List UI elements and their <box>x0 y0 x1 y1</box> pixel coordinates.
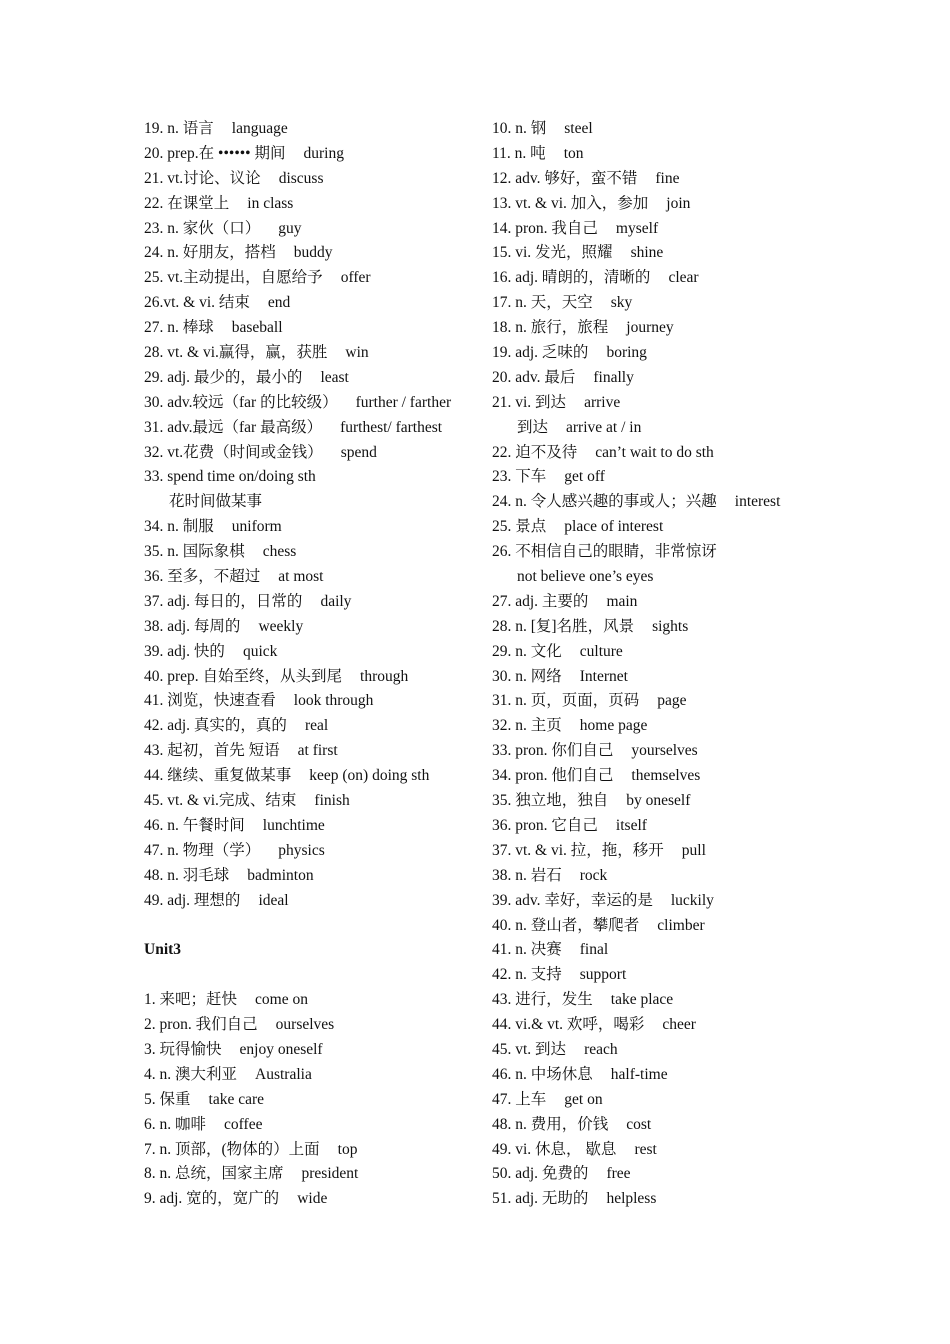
vocab-entry <box>144 1162 479 1187</box>
vocab-term: 1. 来吧；赶快 <box>144 991 238 1009</box>
vocab-term: 44. 继续、重复做某事 <box>144 767 292 785</box>
vocab-entry <box>492 490 822 515</box>
vocab-entry <box>144 316 479 341</box>
vocab-entry <box>492 665 822 690</box>
vocab-entry <box>492 864 822 889</box>
vocab-term: 41. n. 决赛 <box>492 941 562 959</box>
vocab-entry <box>492 963 822 988</box>
vocab-term: 35. n. 国际象棋 <box>144 543 245 561</box>
vocab-entry <box>144 565 479 590</box>
vocab-english: final <box>579 941 609 959</box>
vocab-english: guy <box>278 219 302 237</box>
vocab-term: 21. vt.讨论、议论 <box>144 169 261 187</box>
vocab-english: quick <box>242 642 278 660</box>
vocab-entry <box>144 889 479 914</box>
vocab-english: lunchtime <box>262 816 325 834</box>
vocab-entry <box>144 1063 479 1088</box>
vocab-term: 31. n. 页，页面，页码 <box>492 692 640 710</box>
vocab-english: sights <box>652 617 689 635</box>
vocab-english: uniform <box>231 518 282 536</box>
vocab-english: cost <box>626 1115 652 1133</box>
vocab-term: 31. adv.最远（far 最高级） <box>144 418 323 436</box>
vocab-term: 45. vt. 到达 <box>492 1040 567 1058</box>
vocab-entry <box>144 416 479 441</box>
vocab-term: 5. 保重 <box>144 1090 191 1108</box>
vocab-term: 25. vt.主动提出，自愿给予 <box>144 269 323 287</box>
vocab-term: 30. adv.较远（far 的比较级） <box>144 393 338 411</box>
vocab-term: 30. n. 网络 <box>492 667 562 685</box>
vocab-english: offer <box>340 269 371 287</box>
vocab-entry <box>144 814 479 839</box>
vocab-entry <box>492 540 822 565</box>
vocab-english: main <box>606 592 638 610</box>
vocab-english: least <box>320 368 349 386</box>
vocab-entry <box>144 1013 479 1038</box>
vocab-term: 4. n. 澳大利亚 <box>144 1065 238 1083</box>
vocab-entry <box>492 1063 822 1088</box>
vocab-term: 25. 景点 <box>492 518 547 536</box>
vocab-term: 花时间做某事 <box>169 493 263 511</box>
vocab-english: sky <box>610 294 633 312</box>
vocab-entry <box>492 291 822 316</box>
vocab-english: join <box>666 194 691 212</box>
vocab-english: myself <box>615 219 659 237</box>
vocab-entry <box>492 241 822 266</box>
vocab-english: can’t wait to do sth <box>595 443 714 461</box>
vocab-term: 41. 浏览，快速查看 <box>144 692 276 710</box>
vocab-term: 38. n. 岩石 <box>492 866 562 884</box>
vocab-term: 29. adj. 最少的，最小的 <box>144 368 303 386</box>
vocab-entry <box>492 988 822 1013</box>
vocab-english: come on <box>255 991 308 1009</box>
vocab-english: themselves <box>631 767 701 785</box>
vocab-entry <box>492 590 822 615</box>
vocab-english: ideal <box>258 891 289 909</box>
vocab-entry <box>492 391 822 416</box>
vocab-term: 37. adj. 每日的，日常的 <box>144 592 303 610</box>
vocab-term: 39. adv. 幸好，幸运的是 <box>492 891 653 909</box>
vocab-entry <box>492 565 822 590</box>
vocab-entry <box>144 988 479 1013</box>
vocab-entry <box>144 167 479 192</box>
vocab-term: 20. prep.在 •••••• 期间 <box>144 144 286 162</box>
vocab-term: 26.vt. & vi. 结束 <box>144 294 250 312</box>
vocab-term: 32. n. 主页 <box>492 717 562 735</box>
vocab-entry <box>144 665 479 690</box>
vocab-entry <box>492 266 822 291</box>
vocab-term: 18. n. 旅行，旅程 <box>492 319 609 337</box>
left-column <box>144 117 479 1212</box>
vocab-term: 43. 进行，发生 <box>492 991 593 1009</box>
vocab-term: 42. adj. 真实的，真的 <box>144 717 287 735</box>
vocab-english: ourselves <box>275 1016 335 1034</box>
vocab-term: 3. 玩得愉快 <box>144 1040 222 1058</box>
vocab-entry <box>492 465 822 490</box>
vocab-term: 15. vi. 发光，照耀 <box>492 244 613 262</box>
vocab-english: real <box>304 717 329 735</box>
vocab-entry <box>144 366 479 391</box>
vocab-entry <box>492 640 822 665</box>
vocab-term: 24. n. 令人感兴趣的事或人；兴趣 <box>492 493 717 511</box>
vocab-english: rest <box>634 1140 657 1158</box>
vocab-term: 37. vt. & vi. 拉，拖，移开 <box>492 841 664 859</box>
vocab-english: support <box>579 966 627 984</box>
vocab-term: 2. pron. 我们自己 <box>144 1016 258 1034</box>
vocab-term: 14. pron. 我自己 <box>492 219 598 237</box>
vocab-entry <box>492 192 822 217</box>
vocab-entry <box>492 515 822 540</box>
vocab-term: 48. n. 羽毛球 <box>144 866 230 884</box>
vocab-entry <box>144 490 479 515</box>
vocab-term: 19. n. 语言 <box>144 120 214 137</box>
vocab-entry <box>492 1088 822 1113</box>
vocab-term: 17. n. 天，天空 <box>492 294 593 312</box>
vocab-term: 33. pron. 你们自己 <box>492 742 614 760</box>
vocab-entry <box>144 1113 479 1138</box>
vocab-entry <box>144 839 479 864</box>
vocab-entry <box>144 192 479 217</box>
vocab-english: get off <box>564 468 605 486</box>
vocab-term: 43. 起初，首先 短语 <box>144 742 280 760</box>
vocab-english: by oneself <box>626 792 691 810</box>
vocab-term: 36. pron. 它自己 <box>492 816 598 834</box>
vocab-entry <box>492 366 822 391</box>
vocab-english: buddy <box>293 244 333 262</box>
vocab-term: 49. vi. 休息， 歇息 <box>492 1140 617 1158</box>
vocab-entry <box>144 764 479 789</box>
vocab-english: rock <box>579 866 608 884</box>
vocab-term: 49. adj. 理想的 <box>144 891 241 909</box>
vocab-entry <box>144 1038 479 1063</box>
vocab-term: 23. n. 家伙（口） <box>144 219 261 237</box>
vocab-english: wide <box>297 1190 328 1208</box>
vocab-entry <box>144 266 479 291</box>
vocab-term: 34. n. 制服 <box>144 518 214 536</box>
vocab-entry <box>492 938 822 963</box>
vocab-entry <box>144 117 479 142</box>
vocab-entry <box>492 217 822 242</box>
vocab-term: 13. vt. & vi. 加入，参加 <box>492 194 649 212</box>
vocab-term: 8. n. 总统，国家主席 <box>144 1165 284 1183</box>
vocab-entry <box>144 1187 479 1212</box>
vocab-term: 19. adj. 乏味的 <box>492 344 589 362</box>
vocab-english: place of interest <box>564 518 664 536</box>
blank-line <box>144 914 479 939</box>
vocab-english: discuss <box>278 169 324 187</box>
vocab-entry <box>492 839 822 864</box>
vocab-term: 36. 至多，不超过 <box>144 568 261 586</box>
blank-line <box>144 963 479 988</box>
vocab-term: 48. n. 费用，价钱 <box>492 1115 609 1133</box>
vocab-entry <box>144 441 479 466</box>
vocab-english: cheer <box>662 1016 696 1034</box>
vocab-entry <box>144 739 479 764</box>
vocab-english: furthest/ farthest <box>340 418 443 436</box>
vocab-entry <box>492 142 822 167</box>
vocab-entry <box>144 714 479 739</box>
vocab-term: 32. vt.花费（时间或金钱） <box>144 443 323 461</box>
vocab-english: president <box>301 1165 359 1183</box>
vocab-entry <box>144 540 479 565</box>
vocab-english: daily <box>320 592 352 610</box>
vocab-english: arrive at / in <box>566 418 642 436</box>
vocab-term: 34. pron. 他们自己 <box>492 767 614 785</box>
vocab-english: language <box>231 120 288 137</box>
vocab-entry <box>144 640 479 665</box>
vocab-english: boring <box>606 344 647 362</box>
vocab-english: journey <box>626 319 674 337</box>
vocab-english: top <box>337 1140 358 1158</box>
vocab-english: end <box>267 294 291 312</box>
vocab-entry <box>492 416 822 441</box>
vocab-entry <box>492 1187 822 1212</box>
vocab-english: further / farther <box>355 393 452 411</box>
vocab-entry <box>492 889 822 914</box>
vocab-entry <box>492 1138 822 1163</box>
vocab-english: culture <box>579 642 623 660</box>
vocab-entry <box>144 142 479 167</box>
vocab-english: chess <box>262 543 297 561</box>
vocab-english: get on <box>564 1090 603 1108</box>
vocab-english: reach <box>584 1040 618 1058</box>
vocab-entry <box>144 241 479 266</box>
vocab-english: enjoy oneself <box>239 1040 323 1058</box>
vocab-english: fine <box>655 169 680 187</box>
vocab-term: 10. n. 钢 <box>492 120 547 137</box>
vocab-entry <box>144 1088 479 1113</box>
vocab-english: at first <box>297 742 338 760</box>
vocab-term: 7. n. 顶部，(物体的）上面 <box>144 1140 320 1158</box>
vocab-term: 29. n. 文化 <box>492 642 562 660</box>
vocab-term: 28. vt. & vi.赢得，赢，获胜 <box>144 344 328 362</box>
vocab-entry <box>144 515 479 540</box>
vocab-english: weekly <box>258 617 304 635</box>
vocab-entry <box>492 316 822 341</box>
vocab-term: 40. prep. 自始至终，从头到尾 <box>144 667 343 685</box>
vocab-english: coffee <box>224 1115 263 1133</box>
vocab-term: 27. n. 棒球 <box>144 319 214 337</box>
vocab-english: badminton <box>247 866 314 884</box>
vocab-english: climber <box>657 916 705 934</box>
vocab-term: 40. n. 登山者，攀爬者 <box>492 916 640 934</box>
vocab-english: shine <box>630 244 664 262</box>
vocab-english: keep (on) doing sth <box>309 767 430 785</box>
vocab-term: 9. adj. 宽的，宽广的 <box>144 1190 280 1208</box>
vocab-term: 44. vi.& vt. 欢呼，喝彩 <box>492 1016 645 1034</box>
vocab-term: 11. n. 吨 <box>492 144 546 162</box>
vocab-english: clear <box>668 269 699 287</box>
vocab-entry <box>492 167 822 192</box>
vocab-entry <box>144 217 479 242</box>
vocab-entry <box>492 814 822 839</box>
vocab-term: 46. n. 中场休息 <box>492 1065 593 1083</box>
vocab-entry <box>144 291 479 316</box>
section-heading <box>144 938 479 963</box>
vocab-english: physics <box>278 841 325 859</box>
vocab-term: 22. 在课堂上 <box>144 194 230 212</box>
vocab-term: 12. adv. 够好，蛮不错 <box>492 169 638 187</box>
vocab-term: 46. n. 午餐时间 <box>144 816 245 834</box>
vocab-entry <box>492 764 822 789</box>
vocab-english: finish <box>314 792 350 810</box>
vocab-term: 45. vt. & vi.完成、结束 <box>144 792 297 810</box>
section-heading-text: Unit3 <box>144 941 182 959</box>
vocab-term: 16. adj. 晴朗的，清晰的 <box>492 269 651 287</box>
vocab-english: take place <box>610 991 674 1009</box>
vocab-entry <box>144 341 479 366</box>
vocab-english: in class <box>247 194 294 212</box>
vocab-entry <box>144 689 479 714</box>
vocab-term: 20. adv. 最后 <box>492 368 576 386</box>
vocab-term: 47. 上车 <box>492 1090 547 1108</box>
vocab-english: itself <box>615 816 647 834</box>
vocab-entry <box>144 465 479 490</box>
vocab-term: 6. n. 咖啡 <box>144 1115 207 1133</box>
vocab-term: 26. 不相信自己的眼睛，非常惊讶 <box>492 543 717 561</box>
vocab-term: 47. n. 物理（学） <box>144 841 261 859</box>
vocab-term: 到达 <box>517 418 549 436</box>
vocab-english: Australia <box>255 1065 312 1083</box>
vocab-entry <box>492 615 822 640</box>
vocab-term: 27. adj. 主要的 <box>492 592 589 610</box>
vocab-english: ton <box>563 144 584 162</box>
vocab-english: interest <box>734 493 781 511</box>
vocab-english: Internet <box>579 667 628 685</box>
vocab-entry <box>144 391 479 416</box>
vocab-english: helpless <box>606 1190 657 1208</box>
vocab-english: yourselves <box>631 742 698 760</box>
vocab-term: not believe one’s eyes <box>517 568 654 586</box>
vocab-entry <box>144 590 479 615</box>
vocab-english: luckily <box>670 891 714 909</box>
vocab-entry <box>492 714 822 739</box>
vocab-entry <box>492 1038 822 1063</box>
vocab-term: 50. adj. 免费的 <box>492 1165 589 1183</box>
vocab-english: page <box>657 692 687 710</box>
vocab-term: 38. adj. 每周的 <box>144 617 241 635</box>
vocab-entry <box>492 341 822 366</box>
right-column <box>492 117 822 1212</box>
vocab-entry <box>492 914 822 939</box>
vocab-term: 33. spend time on/doing sth <box>144 468 316 486</box>
vocab-term: 23. 下车 <box>492 468 547 486</box>
vocab-entry <box>492 1113 822 1138</box>
vocab-entry <box>144 615 479 640</box>
vocab-term: 28. n. [复]名胜，风景 <box>492 617 635 635</box>
vocab-term: 21. vi. 到达 <box>492 393 567 411</box>
vocab-entry <box>492 1162 822 1187</box>
vocab-english: home page <box>579 717 648 735</box>
vocab-english: look through <box>293 692 374 710</box>
vocab-entry <box>492 441 822 466</box>
vocab-term: 51. adj. 无助的 <box>492 1190 589 1208</box>
vocab-entry <box>144 1138 479 1163</box>
vocab-term: 24. n. 好朋友，搭档 <box>144 244 276 262</box>
vocab-term: 42. n. 支持 <box>492 966 562 984</box>
vocab-entry <box>492 789 822 814</box>
vocab-term: 22. 迫不及待 <box>492 443 578 461</box>
vocab-english: at most <box>278 568 324 586</box>
vocab-english: baseball <box>231 319 283 337</box>
vocab-english: arrive <box>584 393 621 411</box>
vocab-entry <box>492 1013 822 1038</box>
vocab-entry <box>144 864 479 889</box>
vocab-term: 39. adj. 快的 <box>144 642 225 660</box>
vocab-entry <box>492 689 822 714</box>
vocab-english: take care <box>208 1090 265 1108</box>
vocab-english: during <box>303 144 344 162</box>
vocab-english: through <box>360 667 409 685</box>
vocab-term: 35. 独立地，独自 <box>492 792 609 810</box>
vocab-entry <box>492 117 822 142</box>
vocab-english: spend <box>340 443 377 461</box>
vocab-entry <box>144 789 479 814</box>
vocab-english: pull <box>681 841 706 859</box>
vocab-english: steel <box>564 120 593 137</box>
vocab-english: half-time <box>610 1065 668 1083</box>
vocab-english: finally <box>593 368 634 386</box>
vocab-english: win <box>345 344 369 362</box>
vocab-english: free <box>606 1165 631 1183</box>
vocab-entry <box>492 739 822 764</box>
